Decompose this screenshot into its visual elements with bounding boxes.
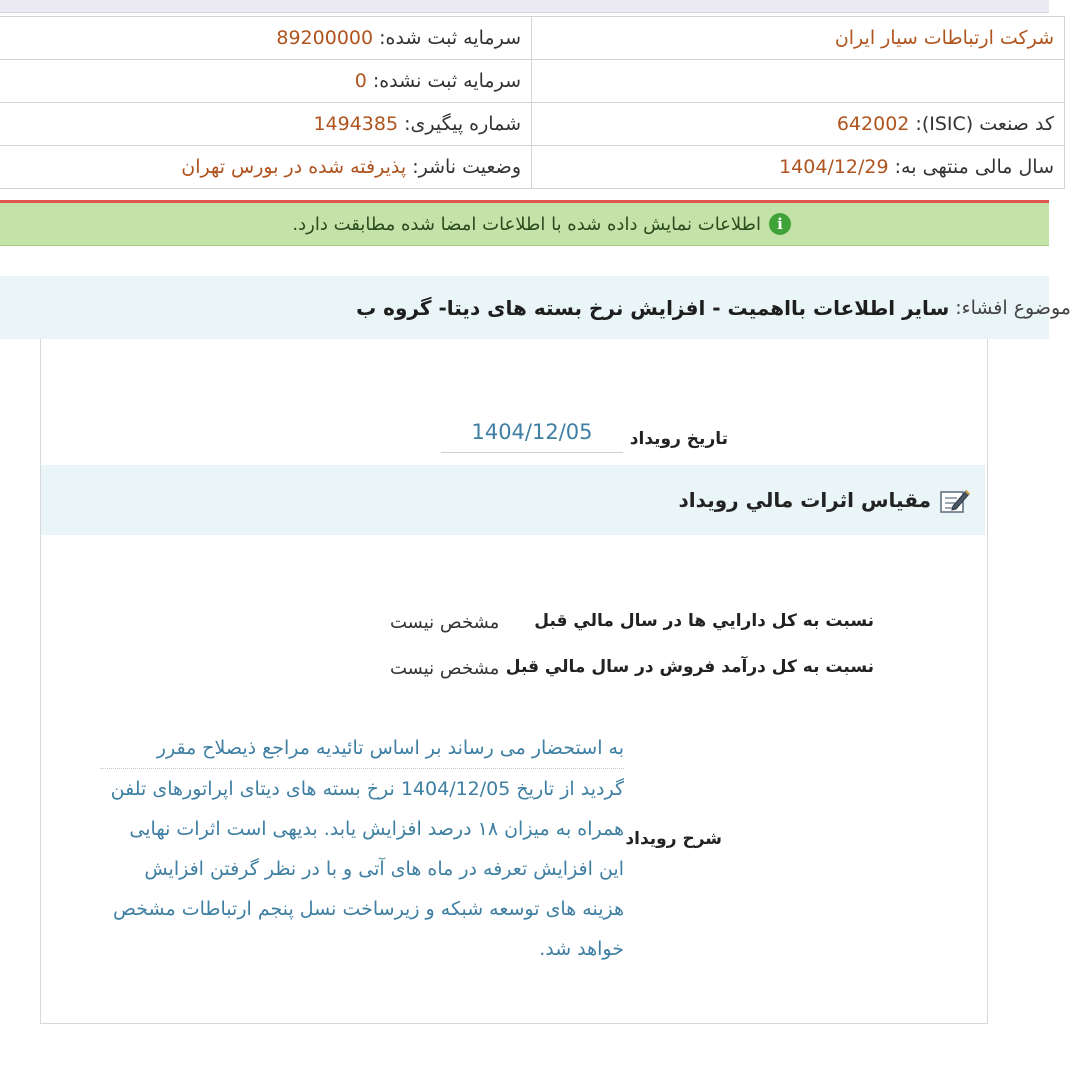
edit-note-icon [939,486,971,514]
subject-value: ساير اطلاعات بااهميت - افزايش نرخ بسته های دیتا- گروه ب [356,295,950,320]
financial-impact-header [41,465,985,535]
registered-capital-label: سرمایه ثبت شده: [379,27,521,49]
fiscal-year-value: 1404/12/29 [779,156,889,178]
event-description-line: به استحضار می رساند بر اساس تائیدیه مراجع ذیصلاح مقرر [100,728,624,769]
table-row [0,60,1065,103]
tracking-number-label: شماره پیگیری: [404,113,521,135]
ratio-sales-label: نسبت به كل درآمد فروش در سال مالي قبل [505,657,874,677]
info-circle-icon: i [769,213,791,235]
ratio-assets-value: مشخص نیست [390,612,500,633]
verification-banner [0,203,1049,246]
company-name: شرکت ارتباطات سیار ایران [834,27,1054,49]
publisher-status-label: وضعیت ناشر: [412,156,521,178]
disclosure-subject-bar [0,276,1071,339]
financial-impact-title: مقياس اثرات مالي رويداد [678,488,931,512]
registered-capital-cell [0,17,532,60]
ratio-sales-value: مشخص نیست [390,658,500,679]
verification-text: اطلاعات نمایش داده شده با اطلاعات امضا شده مطابقت دارد. [292,213,761,235]
unregistered-capital-cell [0,60,532,103]
table-row [0,146,1065,189]
isic-cell [532,103,1065,146]
isic-label: کد صنعت (ISIC): [915,113,1054,135]
registered-capital-value: 89200000 [276,27,374,49]
unregistered-capital-label: سرمایه ثبت نشده: [372,70,521,92]
event-date-value: 1404/12/05 [441,420,623,453]
event-date-label: تاريخ رويداد [629,429,728,449]
isic-value: 642002 [836,113,910,135]
event-description [100,728,624,969]
event-description-rest: گردید از تاریخ 1404/12/05 نرخ بسته های دیتای اپراتورهای تلفن همراه به میزان ۱۸ درصد افزایش یابد. بدیهی است اثرات نهایی این افزایش تعرفه در ماه های آتی و با در نظر گرفتن افزایش هزینه های توسعه شبکه و زیرساخت نسل پنجم ارتباطات مشخص خواهد شد. [110,778,624,960]
tracking-number-value: 1494385 [313,113,399,135]
empty-cell [532,60,1065,103]
subject-label: موضوع افشاء: [955,296,1071,319]
ratio-assets-label: نسبت به كل دارايي ها در سال مالي قبل [534,611,874,631]
top-divider [0,0,1049,13]
fiscal-year-label: سال مالی منتهی به: [894,156,1054,178]
unregistered-capital-value: 0 [354,70,367,92]
table-row [0,103,1065,146]
publisher-status-value: پذیرفته شده در بورس تهران [181,156,407,178]
event-description-label: شرح رويداد [625,829,722,849]
tracking-number-cell [0,103,532,146]
company-info-table [0,16,1065,189]
publisher-status-cell [0,146,532,189]
company-name-cell [532,17,1065,60]
fiscal-year-cell [532,146,1065,189]
table-row [0,17,1065,60]
